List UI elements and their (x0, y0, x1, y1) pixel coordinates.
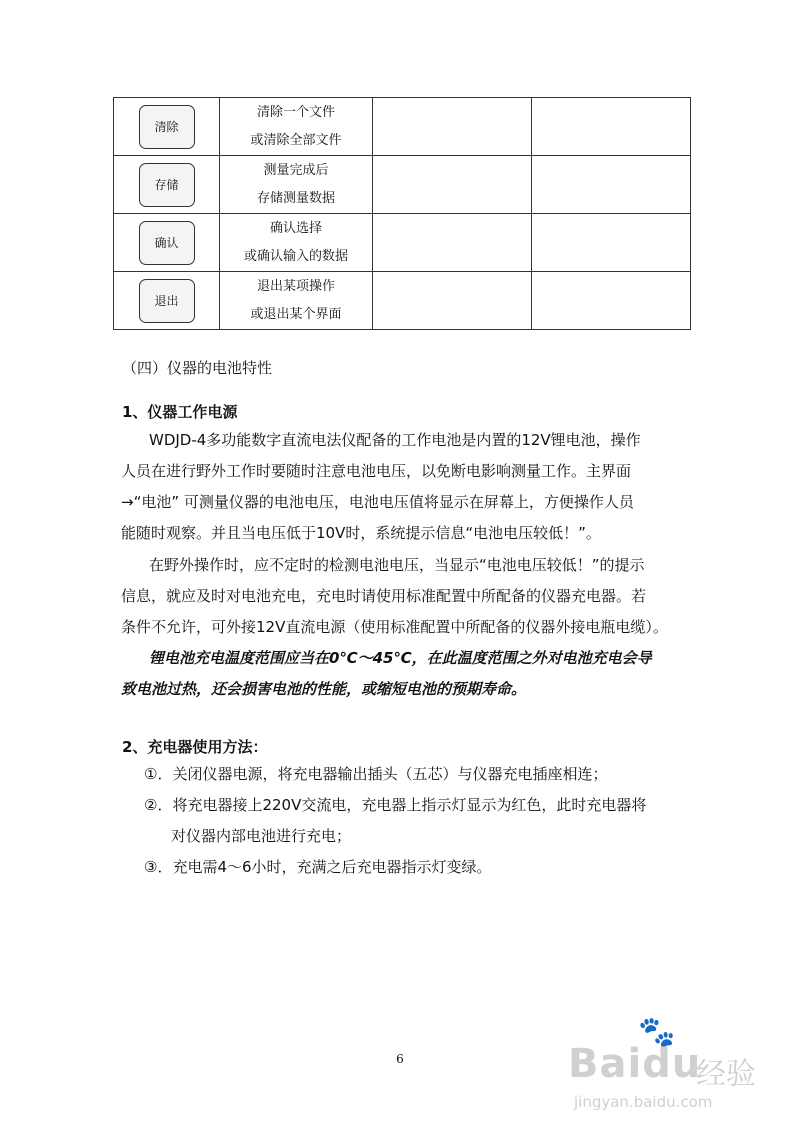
empty-cell (532, 156, 691, 214)
key-description (220, 98, 373, 156)
desc-line: 退出某项操作 (256, 278, 335, 294)
paragraph-field-check (121, 550, 681, 643)
subsection-heading-power: 1、仪器工作电源 (122, 403, 238, 421)
empty-cell (373, 272, 532, 330)
paragraph-line: WDJD-4多功能数字直流电法仪配备的工作电池是内置的12V锂电池，操作 (149, 431, 641, 449)
desc-line: 存储测量数据 (256, 190, 335, 206)
watermark-brand: Baidu (568, 1041, 702, 1087)
exit-key: 退出 (139, 279, 195, 323)
table-row (114, 272, 691, 330)
key-cell (114, 272, 220, 330)
key-cell (114, 156, 220, 214)
desc-line: 确认选择 (269, 220, 322, 236)
watermark-url: jingyan.baidu.com (574, 1093, 713, 1111)
confirm-key: 确认 (139, 221, 195, 265)
paragraph-line: 条件不允许，可外接12V直流电源（使用标准配置中所配备的仪器外接电瓶电缆）。 (121, 618, 668, 636)
save-key: 存储 (139, 163, 195, 207)
desc-line: 或退出某个界面 (250, 306, 342, 322)
empty-cell (373, 98, 532, 156)
page-number: 6 (396, 1052, 404, 1066)
empty-cell (373, 156, 532, 214)
empty-cell (532, 98, 691, 156)
watermark-sub: 经验 (696, 1057, 756, 1092)
paragraph-line: →“电池” 可测量仪器的电池电压，电池电压值将显示在屏幕上，方便操作人员 (121, 493, 634, 511)
paragraph-line: 能随时观察。并且当电压低于10V时，系统提示信息“电池电压较低！”。 (121, 524, 601, 542)
key-description (220, 214, 373, 272)
table-row (114, 156, 691, 214)
temperature-warning (121, 643, 681, 705)
key-function-table (113, 97, 691, 330)
paw-icon: 🐾 (638, 1015, 676, 1050)
key-description (220, 272, 373, 330)
desc-line: 或清除全部文件 (250, 132, 342, 148)
paragraph-power (121, 425, 681, 549)
baidu-watermark (568, 1015, 778, 1115)
empty-cell (532, 272, 691, 330)
desc-line: 清除一个文件 (256, 104, 335, 120)
key-cell (114, 214, 220, 272)
subsection-heading-charger: 2、充电器使用方法： (122, 738, 268, 756)
warning-line: 致电池过热，还会损害电池的性能，或缩短电池的预期寿命。 (121, 680, 527, 698)
key-cell (114, 98, 220, 156)
warning-line: 锂电池充电温度范围应当在0℃～45℃，在此温度范围之外对电池充电会导 (149, 649, 652, 667)
clear-key: 清除 (139, 105, 195, 149)
step-item: ③．充电需4～6小时，充满之后充电器指示灯变绿。 (144, 858, 492, 876)
key-description (220, 156, 373, 214)
section-heading: （四）仪器的电池特性 (122, 359, 273, 377)
step-item: ①．关闭仪器电源，将充电器输出插头（五芯）与仪器充电插座相连； (144, 765, 608, 783)
paragraph-line: 信息，就应及时对电池充电，充电时请使用标准配置中所配备的仪器充电器。若 (121, 587, 647, 605)
table-row (114, 98, 691, 156)
paragraph-line: 在野外操作时，应不定时的检测电池电压，当显示“电池电压较低！”的提示 (149, 556, 645, 574)
empty-cell (532, 214, 691, 272)
desc-line: 或确认输入的数据 (243, 248, 348, 264)
empty-cell (373, 214, 532, 272)
charger-steps (144, 759, 704, 883)
paragraph-line: 人员在进行野外工作时要随时注意电池电压，以免断电影响测量工作。主界面 (121, 462, 632, 480)
step-item: ②．将充电器接上220V交流电，充电器上指示灯显示为红色，此时充电器将 (144, 796, 647, 814)
table-row (114, 214, 691, 272)
desc-line: 测量完成后 (263, 162, 329, 178)
step-continuation: 对仪器内部电池进行充电； (171, 827, 352, 845)
